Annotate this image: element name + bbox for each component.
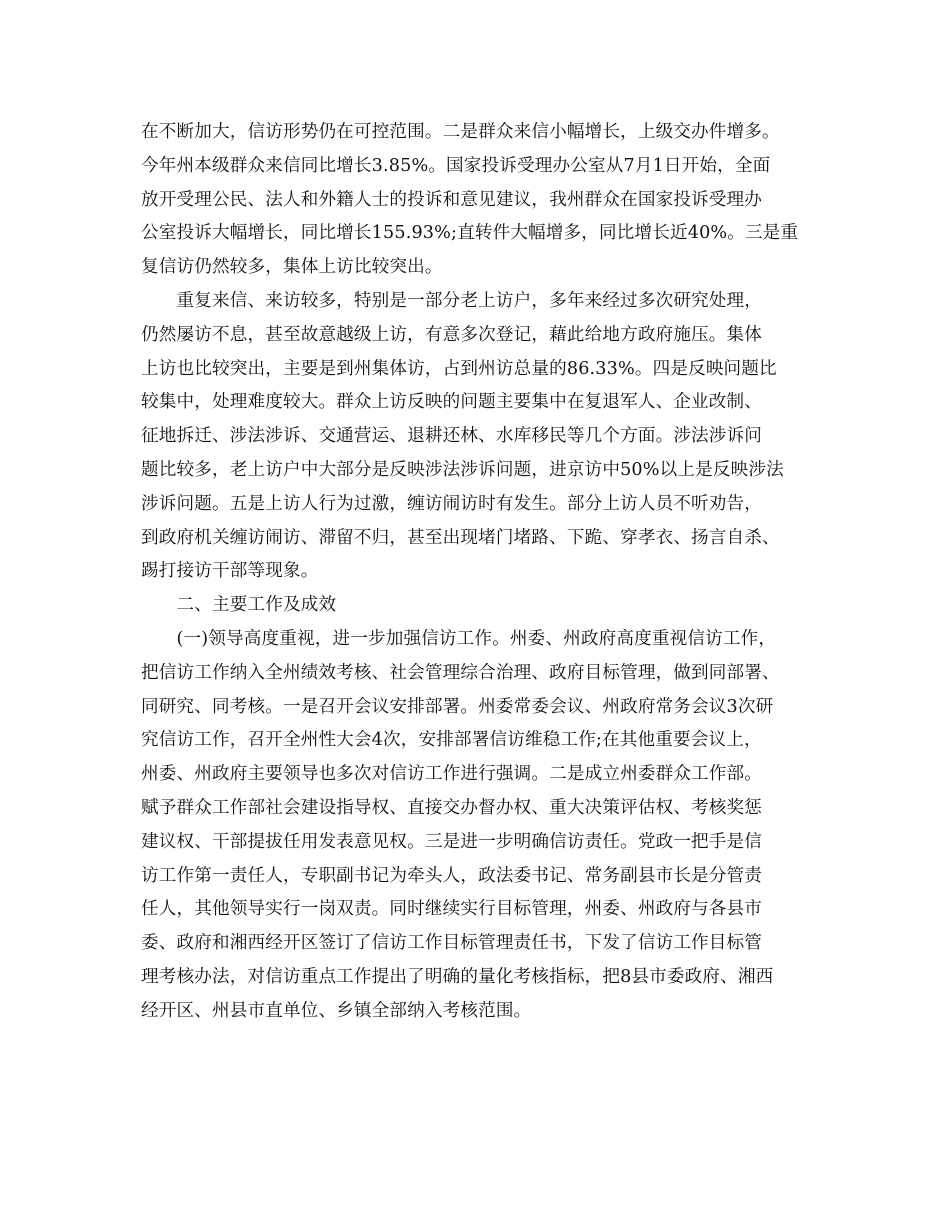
paragraph-start-line: (一)领导高度重视，进一步加强信访工作。州委、州政府高度重视信访工作， — [141, 628, 777, 649]
text-line: 委、政府和湘西经开区签订了信访工作目标管理责任书，下发了信访工作目标管 — [141, 933, 763, 954]
text-line: 仍然屡访不息，甚至故意越级上访，有意多次登记，藉此给地方政府施压。集体 — [141, 324, 763, 345]
text-line: 到政府机关缠访闹访、滞留不归，甚至出现堵门堵路、下跪、穿孝衣、扬言自杀、 — [141, 527, 780, 548]
text-line: 理考核办法，对信访重点工作提出了明确的量化考核指标，把8县市委政府、湘西 — [141, 966, 774, 987]
text-line: 经开区、州县市直单位、乡镇全部纳入考核范围。 — [141, 1000, 532, 1021]
text-line: 题比较多，老上访户中大部分是反映涉法涉诉问题，进京访中50%以上是反映涉法 — [141, 459, 784, 480]
text-line: 踢打接访干部等现象。 — [141, 561, 319, 582]
text-line: 上访也比较突出，主要是到州集体访，占到州访总量的86.33%。四是反映问题比 — [141, 358, 777, 379]
text-line: 今年州本级群众来信同比增长3.85%。国家投诉受理办公室从7月1日开始，全面 — [141, 155, 771, 176]
document-body — [141, 116, 813, 1029]
text-line: 放开受理公民、法人和外籍人士的投诉和意见建议，我州群众在国家投诉受理办 — [141, 189, 763, 210]
paragraph-start-line: 重复来信、来访较多，特别是一部分老上访户，多年来经过多次研究处理， — [141, 290, 763, 311]
text-line: 赋予群众工作部社会建设指导权、直接交办督办权、重大决策评估权、考核奖惩 — [141, 797, 763, 818]
text-line: 较集中，处理难度较大。群众上访反映的问题主要集中在复退军人、企业改制、 — [141, 392, 763, 413]
text-line: 究信访工作，召开全州性大会4次，安排部署信访维稳工作;在其他重要会议上， — [141, 730, 762, 751]
text-line: 在不断加大，信访形势仍在可控范围。二是群众来信小幅增长，上级交办件增多。 — [141, 122, 780, 142]
text-line: 任人，其他领导实行一岗双责。同时继续实行目标管理，州委、州政府与各县市 — [141, 899, 763, 920]
text-line: 州委、州政府主要领导也多次对信访工作进行强调。二是成立州委群众工作部。 — [141, 764, 763, 785]
section-heading: 二、主要工作及成效 — [141, 595, 337, 616]
text-line: 复信访仍然较多，集体上访比较突出。 — [141, 257, 443, 278]
text-line: 把信访工作纳入全州绩效考核、社会管理综合治理、政府目标管理，做到同部署、 — [141, 662, 780, 683]
text-line: 涉诉问题。五是上访人行为过激，缠访闹访时有发生。部分上访人员不听劝告， — [141, 493, 763, 514]
text-line: 建议权、干部提拔任用发表意见权。三是进一步明确信访责任。党政一把手是信 — [141, 831, 763, 852]
text-line: 征地拆迁、涉法涉诉、交通营运、退耕还林、水库移民等几个方面。涉法涉诉问 — [141, 426, 763, 447]
text-line: 公室投诉大幅增长，同比增长155.93%;直转件大幅增多，同比增长近40%。三是重 — [141, 223, 799, 244]
text-line: 访工作第一责任人，专职副书记为牵头人，政法委书记、常务副县市长是分管责 — [141, 865, 763, 886]
text-line: 同研究、同考核。一是召开会议安排部署。州委常委会议、州政府常务会议3次研 — [141, 696, 774, 717]
